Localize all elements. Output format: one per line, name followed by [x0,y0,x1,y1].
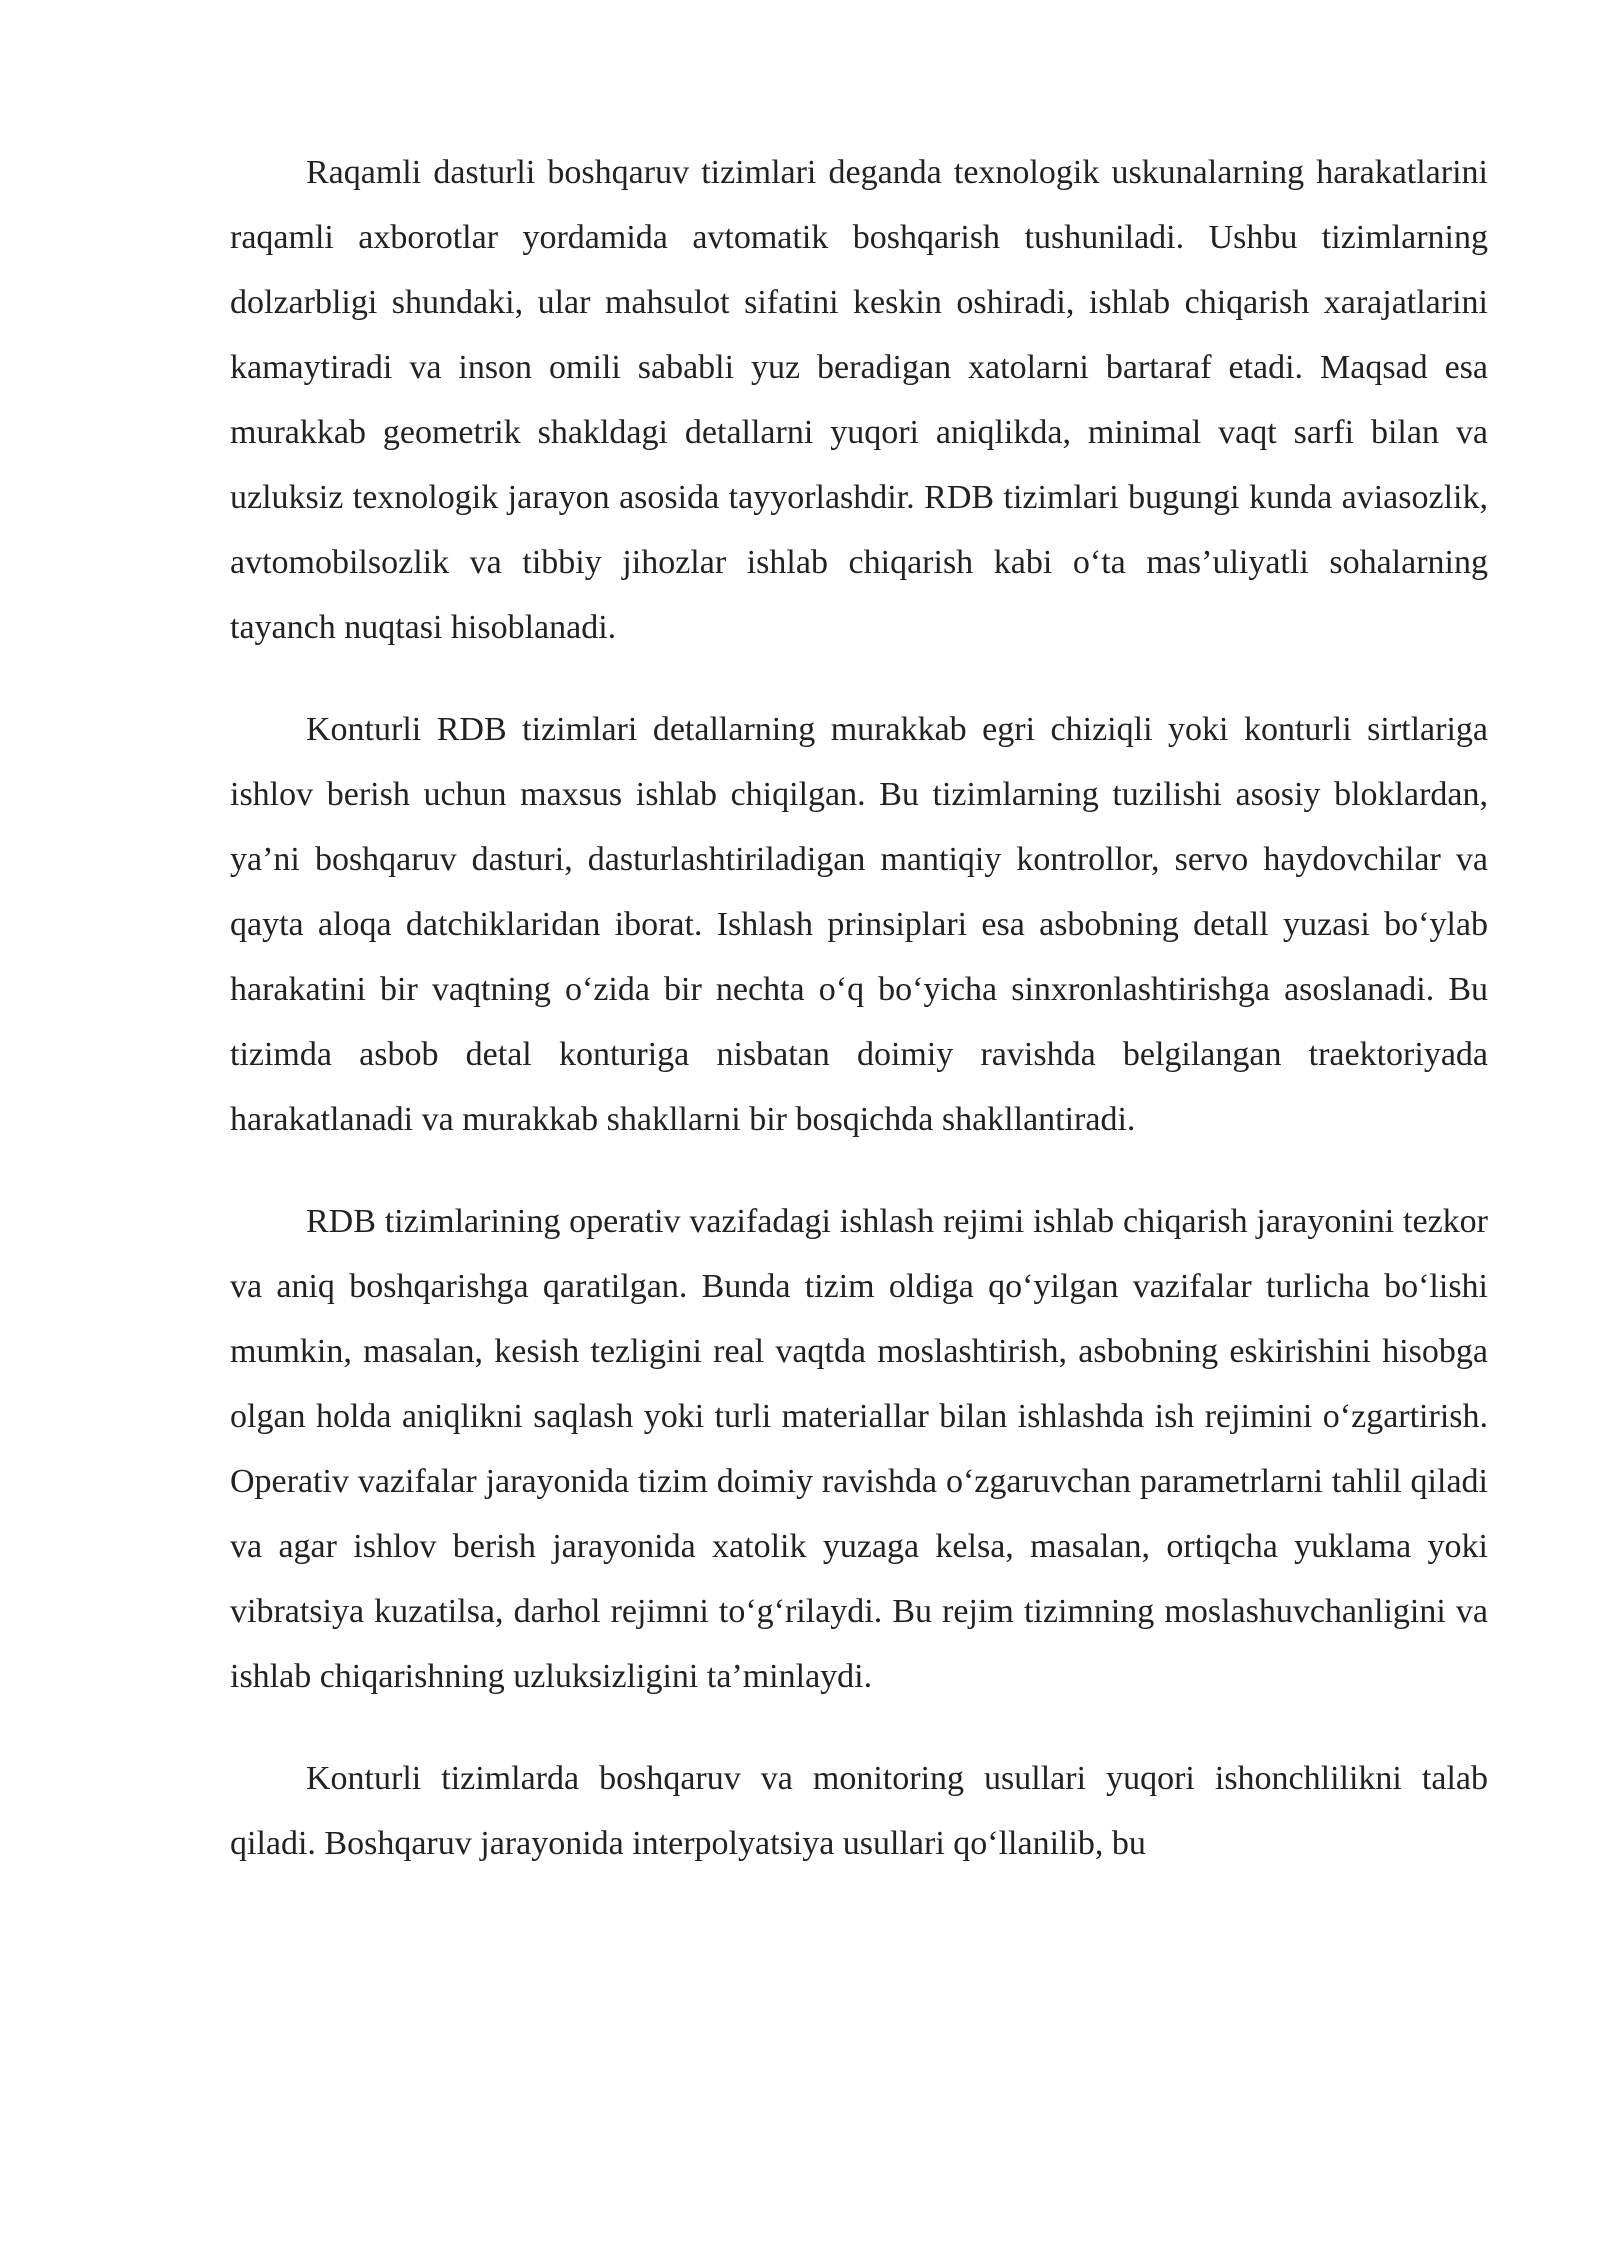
paragraph-1: Raqamli dasturli boshqaruv tizimlari deganda texnologik uskunalarning harakatlarini raqamli axborotlar yordamida avtomatik boshqarish tushuniladi. Ushbu tizimlarning dolzarbligi shundaki, ular mahsulot sifatini keskin oshiradi, ishlab chiqarish xarajatlarini kamaytiradi va inson omili sababli yuz beradigan xatolarni bartaraf etadi. Maqsad esa murakkab geometrik shakldagi detallarni yuqori aniqlikda, minimal vaqt sarfi bilan va uzluksiz texnologik jarayon asosida tayyorlashdir. RDB tizimlari bugungi kunda aviasozlik, avtomobilsozlik va tibbiy jihozlar ishlab chiqarish kabi o‘ta mas’uliyatli sohalarning tayanch nuqtasi hisoblanadi. [230,154,1488,646]
paragraph-2: Konturli RDB tizimlari detallarning murakkab egri chiziqli yoki konturli sirtlariga ishlov berish uchun maxsus ishlab chiqilgan. Bu tizimlarning tuzilishi asosiy bloklardan, ya’ni boshqaruv dasturi, dasturlashtiriladigan mantiqiy kontrollor, servo haydovchilar va qayta aloqa datchiklaridan iborat. Ishlash prinsiplari esa asbobning detall yuzasi bo‘ylab harakatini bir vaqtning o‘zida bir nechta o‘q bo‘yicha sinxronlashtirishga asoslanadi. Bu tizimda asbob detal konturiga nisbatan doimiy ravishda belgilangan traektoriyada harakatlanadi va murakkab shakllarni bir bosqichda shakllantiradi. [230,711,1488,1138]
document-body [230,140,1488,1913]
paragraph-3: RDB tizimlarining operativ vazifadagi ishlash rejimi ishlab chiqarish jarayonini tezkor va aniq boshqarishga qaratilgan. Bunda tizim oldiga qo‘yilgan vazifalar turlicha bo‘lishi mumkin, masalan, kesish tezligini real vaqtda moslashtirish, asbobning eskirishini hisobga olgan holda aniqlikni saqlash yoki turli materiallar bilan ishlashda ish rejimini o‘zgartirish. Operativ vazifalar jarayonida tizim doimiy ravishda o‘zgaruvchan parametrlarni tahlil qiladi va agar ishlov berish jarayonida xatolik yuzaga kelsa, masalan, ortiqcha yuklama yoki vibratsiya kuzatilsa, darhol rejimni to‘g‘rilaydi. Bu rejim tizimning moslashuvchanligini va ishlab chiqarishning uzluksizligini ta’minlaydi. [230,1203,1488,1695]
paragraph-4: Konturli tizimlarda boshqaruv va monitoring usullari yuqori ishonchlilikni talab qiladi. Boshqaruv jarayonida interpolyatsiya usullari qo‘llanilib, bu [230,1760,1488,1862]
